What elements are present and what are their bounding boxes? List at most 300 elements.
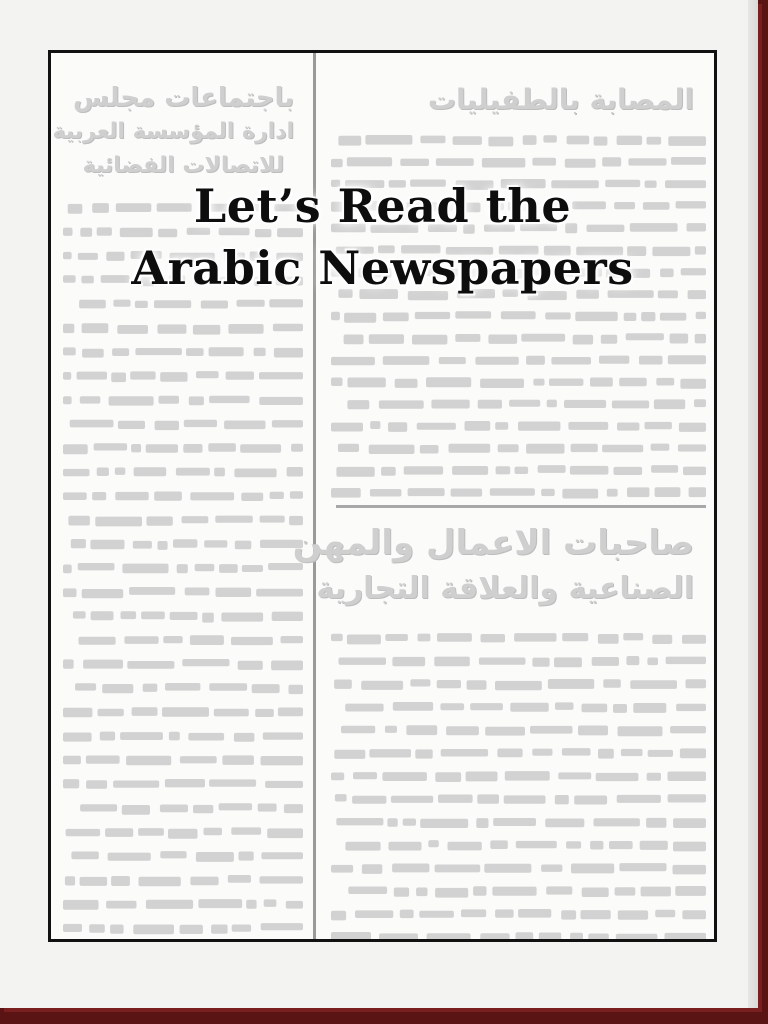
print-line xyxy=(436,158,474,166)
print-line xyxy=(259,397,303,405)
print-line xyxy=(403,819,416,826)
print-line xyxy=(614,467,643,475)
print-line xyxy=(521,334,565,342)
print-line xyxy=(260,876,304,883)
print-line xyxy=(441,749,488,757)
print-line xyxy=(434,657,470,667)
print-line xyxy=(158,324,187,333)
print-line xyxy=(554,657,582,667)
print-line xyxy=(335,794,347,801)
print-line xyxy=(184,420,217,427)
print-line xyxy=(113,300,130,307)
print-line xyxy=(255,709,274,717)
print-line xyxy=(348,887,387,895)
print-line xyxy=(594,137,608,146)
print-line xyxy=(406,725,437,735)
print-line xyxy=(497,749,522,758)
print-line xyxy=(82,323,109,333)
background-headline-right-mid-2: الصناعية والعلاقة التجارية xyxy=(316,571,694,606)
print-line xyxy=(204,828,223,836)
print-line xyxy=(265,781,303,788)
print-line xyxy=(465,421,491,431)
cover-frame xyxy=(48,50,717,942)
print-line xyxy=(118,421,145,429)
print-line xyxy=(241,493,263,501)
print-line xyxy=(154,492,182,501)
print-line xyxy=(415,749,432,758)
print-line xyxy=(365,135,412,145)
print-line xyxy=(163,636,182,643)
print-line xyxy=(426,377,471,387)
print-line xyxy=(417,423,456,430)
print-line xyxy=(165,779,205,787)
print-line xyxy=(117,325,148,334)
print-line xyxy=(77,372,107,380)
print-line xyxy=(558,772,591,779)
print-line xyxy=(510,703,548,712)
print-line xyxy=(588,934,609,940)
print-line xyxy=(654,399,685,409)
print-line xyxy=(532,158,556,166)
print-line xyxy=(541,489,555,496)
print-line xyxy=(562,489,598,499)
print-line xyxy=(530,726,573,734)
print-line xyxy=(665,933,707,939)
print-line xyxy=(120,732,163,740)
print-line xyxy=(532,749,552,756)
print-line xyxy=(395,379,418,388)
print-line xyxy=(131,444,141,452)
print-line xyxy=(237,300,265,307)
print-line xyxy=(129,587,175,595)
print-line xyxy=(599,356,629,364)
print-line xyxy=(389,842,422,851)
print-line xyxy=(452,466,488,475)
print-line xyxy=(239,852,254,861)
print-line xyxy=(646,818,666,828)
print-line xyxy=(581,910,611,919)
print-line xyxy=(261,852,303,859)
print-line xyxy=(400,910,414,919)
print-line xyxy=(369,749,411,757)
print-line xyxy=(272,420,303,427)
print-line xyxy=(80,877,108,886)
print-line xyxy=(590,841,603,850)
print-line xyxy=(160,851,186,858)
print-line xyxy=(331,634,343,641)
print-line xyxy=(485,727,525,736)
print-line xyxy=(214,468,225,477)
print-line xyxy=(130,371,155,379)
print-line xyxy=(501,311,536,319)
print-line xyxy=(626,656,639,665)
print-line xyxy=(695,334,706,344)
print-line xyxy=(538,465,566,473)
print-line xyxy=(448,842,482,851)
background-headline-left-1: باجتماعات مجلس xyxy=(73,83,294,113)
print-line xyxy=(562,748,591,756)
print-line xyxy=(63,444,88,454)
print-line xyxy=(546,886,572,894)
print-line xyxy=(180,756,217,763)
print-line xyxy=(287,467,303,477)
print-line xyxy=(355,910,393,918)
print-line xyxy=(334,750,365,759)
print-line xyxy=(146,900,193,909)
print-line xyxy=(63,924,82,932)
print-line xyxy=(668,355,706,364)
print-line xyxy=(655,487,681,497)
print-line xyxy=(98,709,124,717)
print-line xyxy=(480,933,509,939)
print-line xyxy=(339,658,387,665)
print-line xyxy=(647,658,658,666)
print-line xyxy=(694,399,706,407)
print-line xyxy=(621,749,643,756)
print-line xyxy=(470,703,503,710)
print-line xyxy=(596,773,639,781)
print-line xyxy=(651,465,678,473)
print-line xyxy=(545,819,584,828)
print-line xyxy=(603,679,621,687)
print-line xyxy=(566,841,581,848)
print-line xyxy=(439,357,466,364)
print-line xyxy=(496,466,511,474)
print-line xyxy=(182,516,209,523)
print-line xyxy=(641,312,655,321)
print-line xyxy=(63,347,76,355)
print-line xyxy=(344,313,376,323)
print-line xyxy=(676,704,706,711)
print-line xyxy=(180,925,203,934)
print-line xyxy=(673,865,707,875)
print-line xyxy=(571,444,598,452)
print-line xyxy=(80,396,101,403)
print-line xyxy=(353,772,377,779)
print-line xyxy=(383,356,430,365)
print-line xyxy=(216,588,252,597)
cover-title xyxy=(51,175,714,299)
print-line xyxy=(627,487,649,497)
print-line xyxy=(582,704,608,713)
print-line xyxy=(284,804,303,813)
print-line xyxy=(268,563,303,570)
print-line xyxy=(548,679,594,689)
print-line xyxy=(541,865,562,872)
print-line xyxy=(641,887,671,897)
print-line xyxy=(492,887,536,896)
print-line xyxy=(209,779,256,786)
print-line xyxy=(578,726,608,736)
print-line xyxy=(90,540,124,550)
print-line xyxy=(461,909,486,917)
print-line xyxy=(331,865,353,873)
print-line xyxy=(242,565,263,572)
print-line xyxy=(73,611,86,618)
print-line xyxy=(476,818,488,828)
print-line xyxy=(169,732,180,741)
print-line xyxy=(440,703,464,710)
print-line xyxy=(582,888,609,898)
print-line xyxy=(618,910,648,919)
print-line xyxy=(122,564,168,574)
print-line xyxy=(647,773,661,781)
print-line xyxy=(202,613,214,623)
print-line xyxy=(336,467,374,477)
print-line xyxy=(68,516,90,526)
print-line xyxy=(532,658,549,667)
print-line xyxy=(106,901,136,909)
print-line xyxy=(361,681,403,690)
print-line xyxy=(341,726,375,734)
print-line xyxy=(666,657,706,665)
print-line xyxy=(267,828,303,838)
print-line xyxy=(133,541,152,549)
print-line xyxy=(147,516,173,525)
print-line xyxy=(682,635,706,644)
print-line xyxy=(648,750,673,757)
print-line xyxy=(594,818,640,826)
print-line xyxy=(574,796,607,805)
print-line xyxy=(63,756,81,764)
print-line xyxy=(381,467,396,476)
print-line xyxy=(108,853,151,861)
print-line xyxy=(331,911,346,921)
print-line xyxy=(105,828,133,837)
print-line xyxy=(633,703,666,713)
print-line xyxy=(133,925,174,935)
print-line xyxy=(601,335,617,344)
print-line xyxy=(352,796,386,804)
print-line xyxy=(201,301,228,309)
print-line xyxy=(89,924,105,933)
print-line xyxy=(215,516,253,523)
print-line xyxy=(602,157,621,166)
print-line xyxy=(63,588,77,597)
print-line xyxy=(71,539,86,548)
print-line xyxy=(647,137,662,145)
print-line xyxy=(518,909,551,918)
print-line xyxy=(97,468,109,477)
print-line xyxy=(345,842,380,851)
print-line xyxy=(673,818,706,828)
print-line xyxy=(188,733,224,741)
print-line xyxy=(573,335,593,345)
print-line xyxy=(391,796,433,803)
print-line xyxy=(208,443,236,451)
print-line xyxy=(219,803,253,810)
print-line xyxy=(369,334,404,344)
print-line xyxy=(484,864,531,873)
print-line xyxy=(518,422,560,431)
print-line xyxy=(570,466,609,475)
print-line xyxy=(435,865,481,873)
print-line xyxy=(415,312,450,319)
print-line xyxy=(100,732,115,741)
print-line xyxy=(437,680,461,688)
print-line xyxy=(331,357,375,365)
print-line xyxy=(379,400,424,408)
print-line xyxy=(509,400,540,407)
print-line xyxy=(679,423,706,432)
print-line xyxy=(185,588,210,596)
print-line xyxy=(689,487,706,497)
print-line xyxy=(640,841,668,850)
print-line xyxy=(226,372,254,380)
print-line xyxy=(419,911,454,918)
print-line xyxy=(626,333,664,340)
print-line xyxy=(63,733,92,742)
print-line xyxy=(183,444,202,453)
print-line xyxy=(555,702,574,710)
print-line xyxy=(196,371,219,378)
print-line xyxy=(668,136,706,146)
print-line xyxy=(63,396,72,404)
print-line xyxy=(260,516,285,523)
print-line xyxy=(240,444,281,453)
print-line xyxy=(549,379,583,386)
print-line xyxy=(132,707,158,716)
print-line xyxy=(619,378,647,387)
print-line xyxy=(63,708,92,717)
print-line xyxy=(231,827,261,834)
print-line xyxy=(656,378,674,386)
print-line xyxy=(383,313,409,322)
print-line xyxy=(331,773,344,781)
print-line xyxy=(127,661,174,669)
print-line xyxy=(141,612,165,620)
print-line xyxy=(347,157,392,166)
print-line xyxy=(369,445,415,454)
print-line xyxy=(232,925,251,932)
print-line xyxy=(102,684,133,693)
print-line xyxy=(466,772,498,782)
print-line xyxy=(570,933,583,939)
print-line xyxy=(628,158,666,165)
print-line xyxy=(416,888,427,897)
print-line xyxy=(607,489,618,497)
print-line xyxy=(612,401,649,409)
print-line xyxy=(624,313,637,321)
print-line xyxy=(370,421,380,429)
print-line xyxy=(613,704,627,713)
print-line xyxy=(190,492,234,500)
print-line xyxy=(427,933,471,939)
print-line xyxy=(336,818,383,825)
print-line xyxy=(274,348,303,358)
print-line xyxy=(561,910,576,919)
print-line xyxy=(347,635,381,645)
print-line xyxy=(158,541,168,550)
print-line xyxy=(111,876,130,886)
print-line xyxy=(80,804,117,811)
print-line xyxy=(331,312,340,321)
print-line xyxy=(165,683,200,691)
print-line xyxy=(162,707,209,717)
print-line xyxy=(219,564,238,573)
print-line xyxy=(95,517,142,527)
print-line xyxy=(143,684,158,692)
print-line xyxy=(455,334,480,342)
print-line xyxy=(408,488,445,496)
print-line xyxy=(478,400,502,409)
print-line xyxy=(211,925,228,934)
print-line xyxy=(193,805,213,813)
print-line xyxy=(173,539,197,548)
background-headline-right-mid-1: صاحبات الاعمال والمهن xyxy=(292,523,694,563)
print-line xyxy=(246,900,256,909)
print-line xyxy=(617,795,661,803)
print-line xyxy=(115,468,126,475)
print-line xyxy=(82,349,104,358)
print-line xyxy=(177,564,188,573)
print-line xyxy=(545,312,571,319)
print-line xyxy=(331,159,343,167)
print-line xyxy=(189,396,204,405)
print-line xyxy=(331,423,363,432)
print-line xyxy=(234,469,276,478)
print-line xyxy=(482,158,525,168)
print-line xyxy=(209,396,250,403)
print-line xyxy=(551,357,591,365)
print-line xyxy=(602,445,643,453)
print-line xyxy=(362,864,382,874)
print-line xyxy=(539,933,561,940)
print-line xyxy=(555,795,569,804)
print-line xyxy=(392,864,429,873)
print-line xyxy=(109,396,154,405)
print-line xyxy=(568,422,608,430)
print-line xyxy=(504,795,546,803)
print-line xyxy=(195,564,215,571)
print-line xyxy=(348,378,386,388)
print-line xyxy=(616,934,658,939)
print-line xyxy=(254,348,266,356)
print-line xyxy=(495,681,542,690)
print-line xyxy=(134,467,167,476)
print-line xyxy=(83,660,123,669)
print-line xyxy=(696,312,706,319)
print-line xyxy=(671,157,706,165)
print-line xyxy=(543,135,556,142)
print-line xyxy=(488,335,517,344)
title-line-1: Let’s Read the xyxy=(193,179,572,233)
background-headline-left-3: للاتصالات الفضائية xyxy=(82,153,284,178)
print-line xyxy=(71,852,98,860)
print-line xyxy=(617,136,643,145)
print-line xyxy=(387,818,397,827)
print-line xyxy=(609,841,633,849)
title-line-2: Arabic Newspapers xyxy=(131,241,634,295)
print-line xyxy=(592,657,619,666)
print-line xyxy=(190,877,218,886)
print-line xyxy=(146,444,178,453)
print-line xyxy=(418,634,431,642)
print-line xyxy=(562,633,588,641)
print-line xyxy=(110,925,124,934)
print-line xyxy=(619,863,666,871)
print-line xyxy=(252,684,280,693)
print-line xyxy=(420,819,468,828)
print-line xyxy=(112,348,129,356)
print-line xyxy=(567,136,590,145)
print-line xyxy=(668,772,707,782)
print-line xyxy=(261,756,304,765)
print-line xyxy=(196,852,234,862)
background-headline-left-2: ادارة المؤسسة العربية xyxy=(52,119,294,144)
print-line xyxy=(214,709,249,717)
print-line xyxy=(170,612,198,620)
